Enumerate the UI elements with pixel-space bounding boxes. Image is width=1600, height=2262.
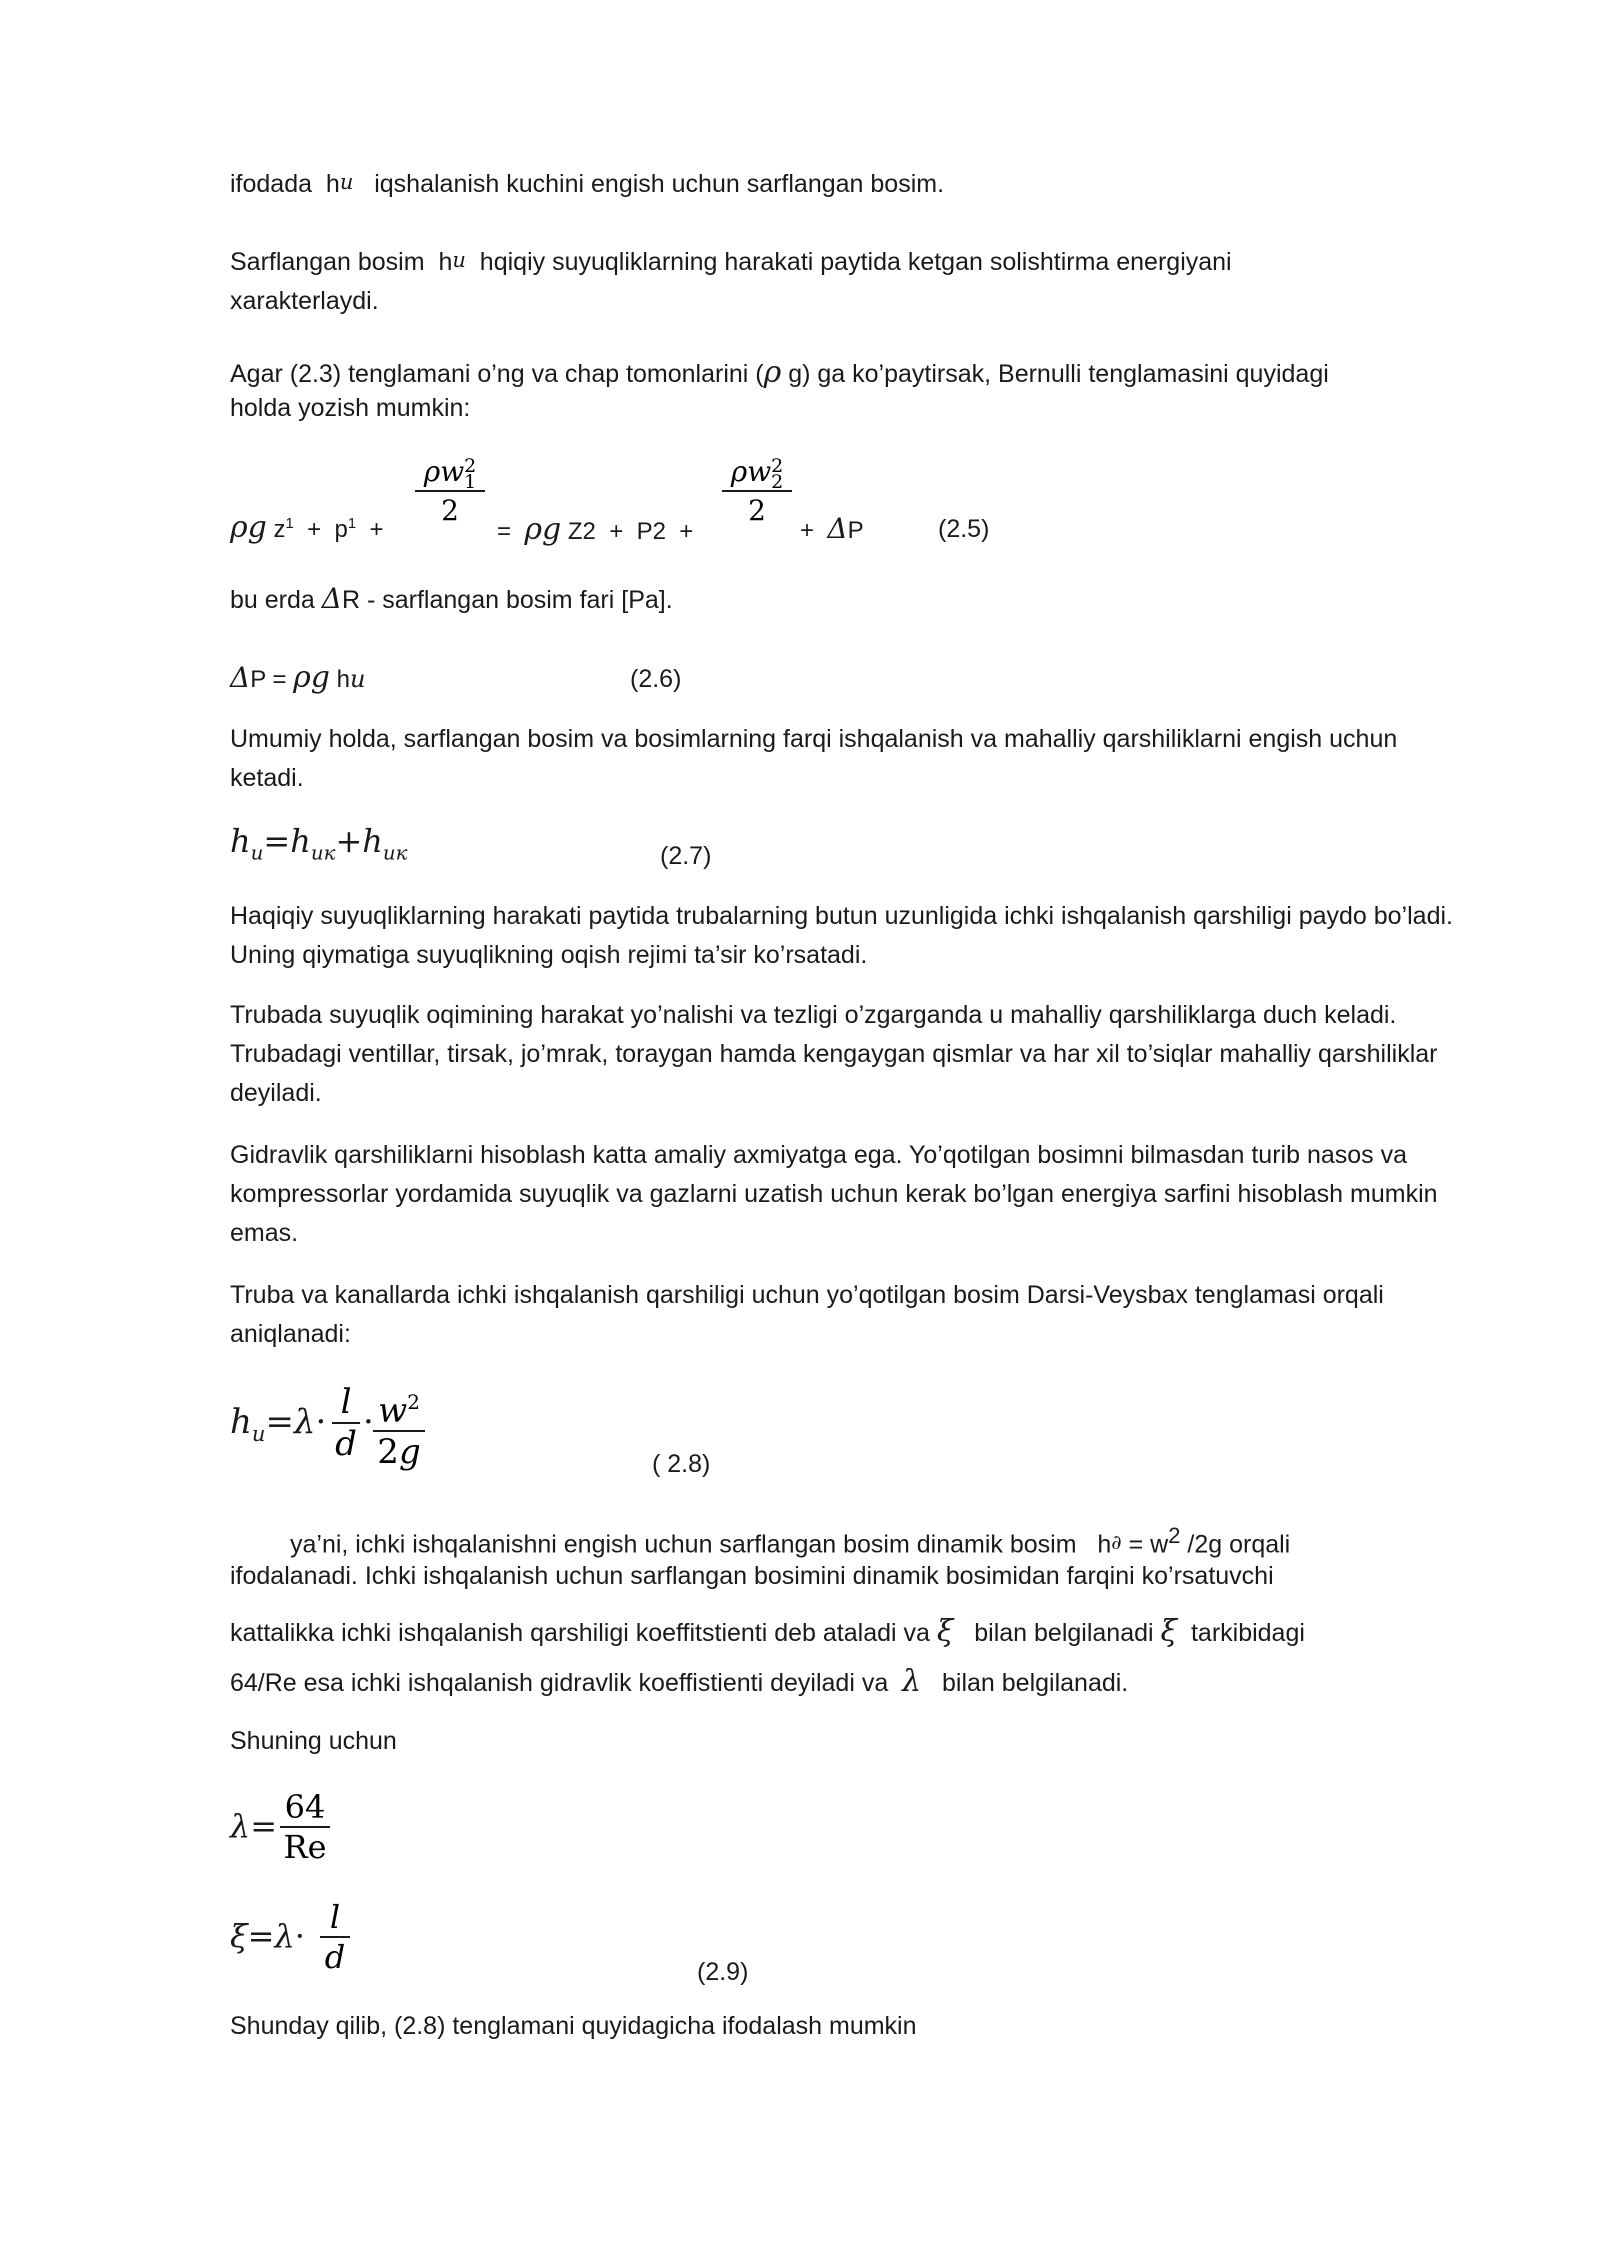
equation-2-8-number: ( 2.8): [652, 1450, 711, 1478]
paragraph-10-line3-mid: bilan belgilanadi: [974, 1619, 1154, 1647]
paragraph-3-start: Agar (2.3) tenglamani o’ng va chap tomonlarini (: [230, 360, 764, 388]
paragraph-1: ifodada hu iqshalanish kuchini engish uchun sarflangan bosim.: [230, 170, 945, 198]
paragraph-10-line3-start: kattalikka ichki ishqalanish qarshiligi koeffitstienti deb ataladi va: [230, 1619, 930, 1647]
document-page: ifodada hu iqshalanish kuchini engish uchun sarflangan bosim. Sarflangan bosim hu hqiqiy suyuqliklarning harakati paytida ketgan solishtirma energiyani xarakterlaydi. Agar (2.3) tenglamani o’ng va chap tomonlarini (ρ g) ga ko’paytirsak, Bernulli tenglamasini quyidagi holda yozish mumkin: ρg $z^1 + p^1$ + ρw 2 1 2 = ρg Z2 + P2 + ρw 2 2 2 + ΔP (2.5) bu erda ΔR - sarflangan bosim fari [Pa]. ΔP = ρg hu (2.6) Umumiy holda, sarflangan bosim va bosimlarning farqi ishqalanish va mahalliy qarshiliklarni engish uchun ketadi. $h_u=h_{uк}+h_{uк}$ (2.7) Haqiqiy suyuqliklarning harakati paytida trubalarning butun uzunligida ichki ishqalanish qarshiligi paydo bo’ladi. Uning qiymatiga suyuqlikning oqish rejimi ta’sir ko’rsatadi. Trubada suyuqlik oqimining harakat yo’nalishi va tezligi o’zgarganda u mahalliy qarshiliklarga duch keladi. Trubadagi ventillar, tirsak, jo’mrak, toraygan hamda kengaygan qismlar va har xil to’siqlar mahalliy qarshiliklar deyiladi. Gidravlik qarshiliklarni hisoblash katta amaliy axmiyatga ega. Yo’qotilgan bosimni bilmasdan turib nasos va kompressorlar yordamida suyuqlik va gazlarni uzatish uchun kerak bo’lgan energiya sarfini hisoblash mumkin emas. Truba va kanallarda ichki ishqalanish qarshiligi uchun yo’qotilgan bosim Darsi-Veysbax tenglamasi orqali aniqlanadi: $h_u=\lambda\cdot$ l d · $w^2$ 2g ( 2.8) ya’ni, ichki ishqalanishni engish uchun sarflangan bosim dinamik bosim $h\partial = w^2$ /2g orqali ifodalanadi. Ichki ishqalanish uchun sarflangan bosimini dinamik bosimidan farqini ko’rsatuvchi kattalikka ichki ishqalanish qarshiligi koeffitstienti deb ataladi va ξ bilan belgilanadi ξ tarkibidagi 64/Re esa ichki ishqalanish gidravlik koeffistienti deyiladi va λ bilan belgilanadi. Shuning uchun λ= 64 Re ξ=λ· l d (2.9) Shunday qilib, (2.8) tenglamani quyidagicha ifodalash mumkin: [0, 0, 1600, 2262]
paragraph-11: Shuning uchun: [230, 1727, 397, 1755]
paragraph-3-rest: g) ga ko’paytirsak, Bernulli tenglamasini quyidagi: [788, 360, 1329, 388]
paragraph-10-line1: ya’ni, ichki ishqalanishni engish uchun sarflangan bosim dinamik bosim $h\partial = w^2$ /2g orqali: [290, 1523, 1291, 1559]
paragraph-1-text: iqshalanish kuchini engish uchun sarflangan bosim.: [374, 170, 945, 198]
equation-2-6-number: (2.6): [630, 665, 682, 693]
paragraph-2-start: Sarflangan bosim: [230, 248, 425, 276]
paragraph-7: Trubada suyuqlik oqimining harakat yo’nalishi va tezligi o’zgarganda u mahalliy qarshiliklarga duch keladi. Trubadagi ventillar, tirsak, jo’mrak, toraygan hamda kengaygan qismlar va har xil to’siqlar mahalliy qarshiliklar deyiladi.: [230, 1001, 1438, 1107]
paragraph-3: Agar (2.3) tenglamani o’ng va chap tomonlarini (ρ g) ga ko’paytirsak, Bernulli tenglamasini quyidagi: [230, 355, 1329, 390]
paragraph-8: Gidravlik qarshiliklarni hisoblash katta amaliy axmiyatga ega. Yo’qotilgan bosimni bilmasdan turib nasos va kompressorlar yordamida suyuqlik va gazlarni uzatish uchun kerak bo’lgan energiya sarfini hisoblash mumkin emas.: [230, 1141, 1438, 1247]
paragraph-2: Sarflangan bosim hu hqiqiy suyuqliklarning harakati paytida ketgan solishtirma energiyani: [230, 248, 1232, 276]
equation-2-5-number: (2.5): [938, 515, 990, 543]
paragraph-10-line4-end: bilan belgilanadi.: [942, 1669, 1129, 1697]
paragraph-2-line2: xarakterlaydi.: [230, 287, 379, 315]
paragraph-9: Truba va kanallarda ichki ishqalanish qarshiligi uchun yo’qotilgan bosim Darsi-Veysbax tenglamasi orqali aniqlanadi:: [230, 1281, 1384, 1348]
equation-2-9-number: (2.9): [697, 1958, 749, 1986]
paragraph-10-line2: ifodalanadi. Ichki ishqalanish uchun sarflangan bosimini dinamik bosimidan farqini ko’rsatuvchi: [230, 1562, 1274, 1590]
paragraph-3-line2: holda yozish mumkin:: [230, 394, 471, 422]
paragraph-5: Umumiy holda, sarflangan bosim va bosimlarning farqi ishqalanish va mahalliy qarshiliklarni engish uchun ketadi.: [230, 725, 1398, 792]
paragraph-10-start: ya’ni, ichki ishqalanishni engish uchun sarflangan bosim dinamik bosim: [290, 1530, 1077, 1559]
paragraph-2-rest: hqiqiy suyuqliklarning harakati paytida ketgan solishtirma energiyani: [479, 248, 1232, 276]
paragraph-4-rest: R - sarflangan bosim fari [Pa].: [341, 586, 673, 614]
paragraph-4: bu erda ΔR - sarflangan bosim fari [Pa].: [230, 582, 673, 615]
paragraph-12: Shunday qilib, (2.8) tenglamani quyidagicha ifodalash mumkin: [230, 2012, 917, 2040]
paragraph-4-start: bu erda: [230, 586, 315, 614]
paragraph-10-line4: 64/Re esa ichki ishqalanish gidravlik koeffistienti deyiladi va λ bilan belgilanadi.: [230, 1664, 1129, 1699]
paragraph-10-line4-start: 64/Re esa ichki ishqalanish gidravlik koeffistienti deyiladi va: [230, 1669, 889, 1697]
equation-2-7-number: (2.7): [660, 842, 712, 870]
paragraph-6: Haqiqiy suyuqliklarning harakati paytida trubalarning butun uzunligida ichki ishqalanish qarshiligi paydo bo’ladi. Uning qiymatiga suyuqlikning oqish rejimi ta’sir ko’rsatadi.: [230, 902, 1453, 969]
paragraph-10-line3-end: tarkibidagi: [1190, 1619, 1305, 1647]
paragraph-10-tail: /2g orqali: [1187, 1530, 1291, 1559]
paragraph-10-line3: kattalikka ichki ishqalanish qarshiligi koeffitstienti deb ataladi va ξ bilan belgilanadi ξ tarkibidagi: [230, 1614, 1305, 1649]
